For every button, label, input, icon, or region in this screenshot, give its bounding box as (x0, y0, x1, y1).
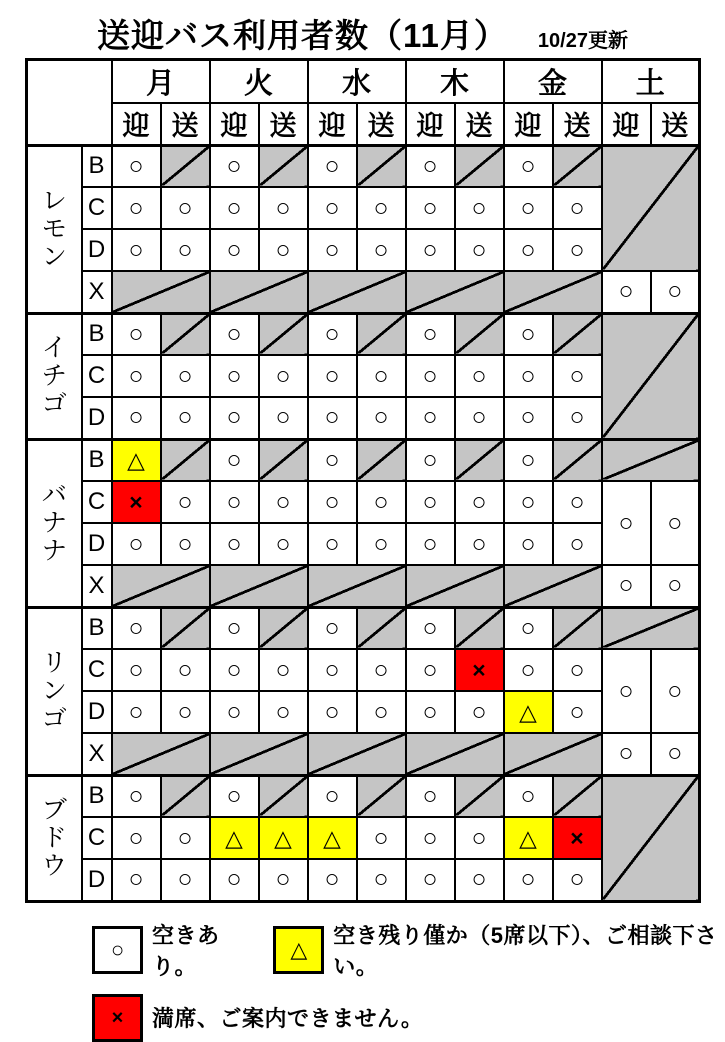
no-service-cell (357, 607, 406, 649)
availability-cell: ○ (210, 145, 259, 187)
bus-schedule-table (25, 58, 701, 903)
availability-cell: ○ (406, 817, 455, 859)
pickup-dropoff-header: 送 (553, 103, 602, 145)
availability-cell: ○ (406, 481, 455, 523)
availability-cell: ○ (210, 859, 259, 901)
pickup-dropoff-header: 送 (259, 103, 308, 145)
availability-cell: ○ (161, 523, 210, 565)
day-header: 月 (112, 60, 210, 104)
availability-cell: ○ (553, 523, 602, 565)
availability-cell: ○ (210, 229, 259, 271)
availability-cell: ○ (357, 187, 406, 229)
availability-cell: ○ (210, 397, 259, 439)
availability-cell: ○ (602, 481, 651, 565)
availability-cell: ○ (112, 859, 161, 901)
no-service-cell (504, 733, 602, 775)
route-label: X (82, 733, 112, 775)
availability-cell: △ (504, 691, 553, 733)
availability-cell: ○ (210, 775, 259, 817)
pickup-dropoff-header: 迎 (210, 103, 259, 145)
availability-cell: ○ (504, 775, 553, 817)
route-label: D (82, 523, 112, 565)
no-service-cell (357, 439, 406, 481)
no-service-cell (308, 565, 406, 607)
title-row (0, 0, 725, 56)
availability-cell: ○ (553, 481, 602, 523)
availability-cell: ○ (308, 775, 357, 817)
legend-item-few-left (273, 919, 725, 981)
availability-cell: ○ (651, 271, 700, 313)
group-label: イ チ ゴ (27, 313, 82, 439)
availability-cell: ○ (308, 397, 357, 439)
availability-cell: ○ (553, 355, 602, 397)
availability-cell: ○ (210, 691, 259, 733)
availability-cell: ○ (504, 481, 553, 523)
availability-cell: × (455, 649, 504, 691)
availability-cell: ○ (161, 187, 210, 229)
table-body (27, 145, 700, 901)
availability-cell: ○ (357, 481, 406, 523)
availability-cell: ○ (308, 229, 357, 271)
route-label: B (82, 439, 112, 481)
availability-cell: ○ (553, 187, 602, 229)
no-service-cell (112, 565, 210, 607)
no-service-cell (602, 607, 700, 649)
availability-cell: ○ (455, 481, 504, 523)
availability-cell: ○ (259, 481, 308, 523)
pickup-dropoff-header: 送 (357, 103, 406, 145)
availability-cell: ○ (112, 523, 161, 565)
pickup-dropoff-header: 迎 (602, 103, 651, 145)
no-service-cell (161, 439, 210, 481)
availability-cell: ○ (406, 691, 455, 733)
availability-cell: ○ (210, 649, 259, 691)
availability-cell: ○ (210, 481, 259, 523)
availability-cell: ○ (455, 859, 504, 901)
availability-cell: ○ (553, 397, 602, 439)
availability-cell: ○ (504, 439, 553, 481)
no-service-cell (406, 565, 504, 607)
availability-cell: ○ (357, 817, 406, 859)
availability-cell: ○ (406, 229, 455, 271)
no-service-block (602, 145, 700, 271)
availability-cell: ○ (406, 859, 455, 901)
availability-cell: ○ (357, 649, 406, 691)
availability-cell: ○ (553, 859, 602, 901)
availability-cell: ○ (112, 187, 161, 229)
no-service-block (602, 775, 700, 901)
no-service-cell (455, 313, 504, 355)
availability-cell: ○ (308, 313, 357, 355)
legend-item-available (92, 919, 251, 981)
route-label: D (82, 691, 112, 733)
group-label: ブ ド ウ (27, 775, 82, 901)
availability-cell: ○ (161, 859, 210, 901)
group-label: レ モ ン (27, 145, 82, 313)
availability-cell: ○ (406, 397, 455, 439)
availability-cell: ○ (161, 817, 210, 859)
route-label: X (82, 271, 112, 313)
no-service-cell (112, 271, 210, 313)
availability-cell: △ (308, 817, 357, 859)
availability-cell: ○ (504, 313, 553, 355)
group-label: バ ナ ナ (27, 439, 82, 607)
availability-cell: ○ (602, 649, 651, 733)
availability-cell: ○ (406, 523, 455, 565)
route-label: D (82, 397, 112, 439)
availability-cell: ○ (308, 691, 357, 733)
availability-cell: ○ (406, 187, 455, 229)
no-service-cell (210, 565, 308, 607)
availability-cell: ○ (406, 775, 455, 817)
no-service-cell (406, 271, 504, 313)
no-service-cell (455, 775, 504, 817)
few-left-symbol-box: △ (273, 926, 324, 974)
availability-cell: ○ (455, 523, 504, 565)
legend (92, 919, 725, 1042)
availability-cell: × (553, 817, 602, 859)
no-service-cell (308, 271, 406, 313)
pickup-dropoff-header: 迎 (406, 103, 455, 145)
availability-cell: ○ (406, 607, 455, 649)
no-service-cell (259, 775, 308, 817)
availability-cell: ○ (553, 229, 602, 271)
no-service-cell (455, 145, 504, 187)
availability-cell: ○ (406, 439, 455, 481)
no-service-block (602, 313, 700, 439)
route-label: D (82, 859, 112, 901)
availability-cell: ○ (357, 229, 406, 271)
availability-cell: ○ (455, 817, 504, 859)
day-header: 水 (308, 60, 406, 104)
availability-cell: ○ (308, 187, 357, 229)
availability-cell: ○ (455, 691, 504, 733)
availability-cell: ○ (259, 187, 308, 229)
route-label: B (82, 313, 112, 355)
availability-cell: ○ (161, 229, 210, 271)
legend-text-available: 空きあり。 (152, 922, 220, 979)
no-service-cell (112, 733, 210, 775)
pickup-dropoff-header: 送 (455, 103, 504, 145)
availability-cell: ○ (602, 733, 651, 775)
no-service-cell (161, 313, 210, 355)
day-header: 木 (406, 60, 504, 104)
table-header (27, 60, 700, 146)
legend-text-full: 満席、ご案内できません。 (152, 1006, 424, 1031)
availability-cell: ○ (357, 523, 406, 565)
no-service-cell (161, 775, 210, 817)
day-header: 火 (210, 60, 308, 104)
no-service-cell (553, 607, 602, 649)
availability-cell: ○ (210, 607, 259, 649)
availability-cell: ○ (651, 649, 700, 733)
availability-cell: ○ (357, 859, 406, 901)
availability-cell: ○ (455, 229, 504, 271)
no-service-cell (455, 607, 504, 649)
availability-cell: ○ (210, 313, 259, 355)
route-label: X (82, 565, 112, 607)
route-label: C (82, 481, 112, 523)
availability-cell: ○ (553, 649, 602, 691)
availability-cell: ○ (259, 229, 308, 271)
availability-cell: ○ (308, 355, 357, 397)
availability-cell: ○ (504, 355, 553, 397)
availability-cell: ○ (210, 439, 259, 481)
availability-cell: ○ (112, 775, 161, 817)
no-service-cell (553, 145, 602, 187)
availability-cell: ○ (308, 481, 357, 523)
no-service-cell (553, 439, 602, 481)
availability-cell: ○ (455, 355, 504, 397)
availability-cell: ○ (161, 355, 210, 397)
no-service-cell (259, 439, 308, 481)
availability-cell: ○ (112, 607, 161, 649)
availability-cell: ○ (406, 313, 455, 355)
availability-cell: ○ (112, 817, 161, 859)
availability-cell: ○ (308, 145, 357, 187)
availability-cell: ○ (406, 145, 455, 187)
availability-cell: ○ (455, 397, 504, 439)
route-label: B (82, 607, 112, 649)
availability-cell: ○ (112, 313, 161, 355)
availability-cell: ○ (357, 397, 406, 439)
pickup-dropoff-header: 迎 (112, 103, 161, 145)
legend-text-few-left: 空き残り僅か（5席以下）、ご相談下さい。 (333, 922, 718, 979)
availability-cell: ○ (210, 187, 259, 229)
availability-cell: ○ (553, 691, 602, 733)
availability-cell: ○ (259, 397, 308, 439)
availability-cell: ○ (357, 691, 406, 733)
availability-cell: ○ (259, 859, 308, 901)
no-service-cell (357, 145, 406, 187)
availability-cell: ○ (504, 523, 553, 565)
no-service-cell (504, 565, 602, 607)
availability-cell: ○ (504, 145, 553, 187)
availability-cell: ○ (602, 565, 651, 607)
pickup-dropoff-header: 送 (651, 103, 700, 145)
availability-cell: ○ (112, 355, 161, 397)
available-symbol-box: ○ (92, 926, 143, 974)
availability-cell: ○ (210, 523, 259, 565)
availability-cell: ○ (406, 649, 455, 691)
availability-cell: ○ (504, 649, 553, 691)
availability-cell: ○ (504, 229, 553, 271)
pickup-dropoff-header: 迎 (504, 103, 553, 145)
pickup-dropoff-header: 迎 (308, 103, 357, 145)
day-header: 土 (602, 60, 700, 104)
no-service-cell (406, 733, 504, 775)
availability-cell: ○ (357, 355, 406, 397)
availability-cell: ○ (161, 649, 210, 691)
availability-cell: ○ (161, 397, 210, 439)
availability-cell: △ (210, 817, 259, 859)
no-service-cell (357, 775, 406, 817)
route-label: B (82, 775, 112, 817)
availability-cell: △ (504, 817, 553, 859)
availability-cell: ○ (308, 649, 357, 691)
pickup-dropoff-header: 送 (161, 103, 210, 145)
full-symbol-box: × (92, 994, 143, 1042)
no-service-cell (259, 313, 308, 355)
no-service-cell (210, 271, 308, 313)
route-label: B (82, 145, 112, 187)
availability-cell: ○ (651, 565, 700, 607)
no-service-cell (553, 313, 602, 355)
legend-item-full (92, 994, 423, 1042)
page-title: 送迎バス利用者数（11月） (97, 17, 508, 54)
availability-cell: ○ (112, 145, 161, 187)
no-service-cell (259, 607, 308, 649)
availability-cell: ○ (504, 397, 553, 439)
availability-cell: ○ (455, 187, 504, 229)
updated-date: 10/27更新 (537, 30, 628, 52)
availability-cell: ○ (259, 691, 308, 733)
route-label: C (82, 817, 112, 859)
availability-cell: ○ (651, 733, 700, 775)
availability-cell: ○ (504, 187, 553, 229)
corner-cell (27, 60, 112, 146)
no-service-cell (259, 145, 308, 187)
day-header: 金 (504, 60, 602, 104)
availability-cell: ○ (259, 523, 308, 565)
availability-cell: ○ (112, 691, 161, 733)
availability-cell: ○ (308, 439, 357, 481)
availability-cell: ○ (161, 691, 210, 733)
group-label: リ ン ゴ (27, 607, 82, 775)
availability-cell: ○ (112, 229, 161, 271)
availability-cell: ○ (308, 523, 357, 565)
availability-cell: ○ (259, 649, 308, 691)
availability-cell: ○ (651, 481, 700, 565)
availability-cell: × (112, 481, 161, 523)
no-service-cell (504, 271, 602, 313)
availability-cell: ○ (112, 649, 161, 691)
availability-cell: ○ (259, 355, 308, 397)
route-label: C (82, 649, 112, 691)
route-label: C (82, 355, 112, 397)
no-service-cell (210, 733, 308, 775)
availability-cell: ○ (308, 607, 357, 649)
route-label: C (82, 187, 112, 229)
route-label: D (82, 229, 112, 271)
availability-cell: △ (112, 439, 161, 481)
no-service-cell (357, 313, 406, 355)
availability-cell: ○ (602, 271, 651, 313)
availability-cell: ○ (504, 607, 553, 649)
availability-cell: ○ (210, 355, 259, 397)
no-service-cell (553, 775, 602, 817)
availability-cell: ○ (112, 397, 161, 439)
availability-cell: ○ (161, 481, 210, 523)
availability-cell: ○ (308, 859, 357, 901)
no-service-cell (602, 439, 700, 481)
availability-cell: ○ (406, 355, 455, 397)
no-service-cell (455, 439, 504, 481)
availability-cell: ○ (504, 859, 553, 901)
availability-cell: △ (259, 817, 308, 859)
no-service-cell (161, 607, 210, 649)
no-service-cell (308, 733, 406, 775)
no-service-cell (161, 145, 210, 187)
